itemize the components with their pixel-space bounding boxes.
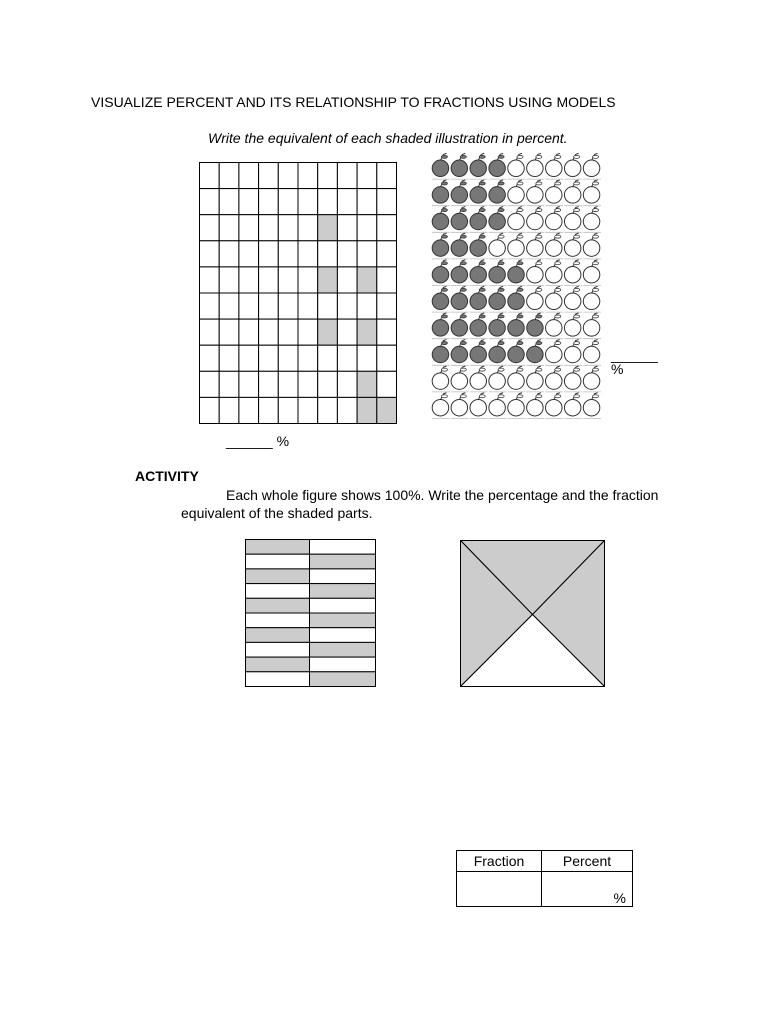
grid-cell [259,267,279,293]
apple-icon [526,340,544,366]
apple-icon [451,366,469,392]
grid-cell [318,189,338,215]
grid-cell [377,371,397,397]
header-fraction: Fraction [457,851,542,872]
grid-cell [318,293,338,319]
grid-cell [377,267,397,293]
grid-cell [377,189,397,215]
bar-cell-left [246,672,310,687]
grid-cell [259,189,279,215]
grid-cell [278,267,298,293]
apple-icon [526,366,544,392]
grid-cell [337,319,357,345]
grid-cell [219,397,239,423]
apple-icon [508,153,526,179]
apple-icon [508,340,526,366]
grid-cell [219,319,239,345]
bar-cell-left [246,613,310,628]
grid-cell [318,371,338,397]
grid-cell [318,397,338,423]
bar-cell-left [246,628,310,643]
grid-cell [337,293,357,319]
grid-cell [278,345,298,371]
grid-cell [259,371,279,397]
apple-icon [451,393,469,419]
grid-cell [318,345,338,371]
bar-cell-left [246,657,310,672]
apple-icon [564,366,582,392]
grid-cell [377,397,397,423]
apple-icon [545,153,563,179]
apple-icon [564,207,582,233]
apple-icon [545,340,563,366]
grid-cell [200,371,220,397]
apple-icon [508,313,526,339]
bar-cell-right [310,613,376,628]
grid-cell [200,163,220,189]
apple-icon [583,393,601,419]
grid-cell [357,241,377,267]
grid-cell [259,163,279,189]
apple-icon [470,340,488,366]
apple-icon [545,366,563,392]
grid-cell [377,241,397,267]
apple-icon [545,393,563,419]
instructions: Write the equivalent of each shaded illustration in percent. [208,130,568,146]
apple-icon [526,260,544,286]
activity-heading: ACTIVITY [135,468,199,484]
grid-cell [239,319,259,345]
grid-cell [239,163,259,189]
bar-cell-left [246,540,310,555]
apple-icon [508,233,526,259]
grid-cell [377,215,397,241]
grid-cell [219,345,239,371]
answer-blank-apples[interactable] [611,348,658,376]
apple-icon [564,286,582,312]
apple-icon [470,286,488,312]
apple-icon [564,260,582,286]
bar-cell-right [310,598,376,613]
apple-icon [489,233,507,259]
fraction-answer-cell[interactable] [457,872,542,907]
apple-icon [583,366,601,392]
grid-cell [239,371,259,397]
grid-cell [357,189,377,215]
grid-cell [239,267,259,293]
bar-cell-right [310,657,376,672]
grid-cell [298,345,318,371]
striped-bars-figure [245,539,376,687]
apple-icon [508,366,526,392]
apple-icon [526,286,544,312]
bar-cell-left [246,584,310,599]
apple-icon [508,180,526,206]
apple-icon [432,180,450,206]
grid-cell [337,163,357,189]
apple-icon [564,340,582,366]
grid-cell [377,345,397,371]
apple-icon [526,313,544,339]
apple-icon [583,233,601,259]
grid-cell [219,293,239,319]
apple-icon [545,313,563,339]
bar-cell-right [310,554,376,569]
grid-cell [377,163,397,189]
bar-cell-right [310,540,376,555]
grid-cell [318,215,338,241]
apple-icon [432,313,450,339]
grid-cell [200,345,220,371]
apple-icon [451,286,469,312]
apple-icon [545,260,563,286]
answer-line: ______ [611,347,658,363]
apple-icon [489,366,507,392]
grid-cell [357,163,377,189]
apple-icon [583,313,601,339]
apple-icon [564,153,582,179]
x-square-figure [460,540,605,687]
grid-cell [259,293,279,319]
grid-cell [337,189,357,215]
grid-cell [278,371,298,397]
apple-icon [564,313,582,339]
grid-cell [200,189,220,215]
apple-icon [470,313,488,339]
apple-icon [526,153,544,179]
apple-icon [583,207,601,233]
apple-icon [432,393,450,419]
apple-icon [564,233,582,259]
grid-cell [259,319,279,345]
apple-icon [583,286,601,312]
apple-icon [470,233,488,259]
grid-cell [337,215,357,241]
apple-icon [489,207,507,233]
apple-icon [489,286,507,312]
apple-icon [451,153,469,179]
apple-icon [470,393,488,419]
bar-cell-left [246,642,310,657]
apple-icon [432,340,450,366]
apple-icon [508,260,526,286]
apple-icon [489,260,507,286]
grid-cell [278,319,298,345]
apple-icon [432,260,450,286]
grid-cell [219,163,239,189]
grid-cell [200,293,220,319]
apple-icon [489,180,507,206]
apple-array-figure [431,153,601,419]
apple-icon [583,260,601,286]
apple-icon [564,180,582,206]
grid-cell [318,163,338,189]
grid-cell [200,397,220,423]
grid-cell [337,267,357,293]
grid-cell [200,241,220,267]
apple-icon [432,153,450,179]
grid-cell [318,319,338,345]
grid-cell [377,293,397,319]
apple-icon [432,286,450,312]
grid-cell [200,267,220,293]
grid-cell [298,163,318,189]
apple-icon [526,393,544,419]
apple-icon [526,233,544,259]
grid-cell [318,241,338,267]
grid-cell [337,397,357,423]
grid-cell [278,293,298,319]
percent-answer-cell[interactable]: % [542,872,633,907]
apple-icon [489,153,507,179]
apple-icon [432,366,450,392]
grid-cell [239,293,259,319]
apple-icon [489,393,507,419]
apple-icon [508,393,526,419]
bar-cell-left [246,598,310,613]
grid-cell [219,189,239,215]
apple-icon [564,393,582,419]
apple-icon [545,207,563,233]
bar-cell-right [310,569,376,584]
grid-cell [298,241,318,267]
grid-cell [259,215,279,241]
grid-cell [318,267,338,293]
bar-cell-right [310,672,376,687]
bar-cell-left [246,569,310,584]
apple-icon [545,180,563,206]
grid-cell [357,345,377,371]
apple-icon [526,207,544,233]
grid-cell [337,371,357,397]
grid-cell [239,345,259,371]
grid-cell [298,215,318,241]
grid-cell [357,293,377,319]
apple-icon [489,340,507,366]
apple-icon [451,180,469,206]
grid-cell [278,241,298,267]
answer-blank-grid[interactable]: ______ % [226,433,290,449]
grid-cell [298,319,318,345]
header-percent: Percent [542,851,633,872]
apple-icon [508,286,526,312]
grid-cell [357,267,377,293]
grid-cell [200,215,220,241]
apple-icon [470,207,488,233]
grid-cell [298,267,318,293]
apple-icon [526,180,544,206]
apple-icon [451,313,469,339]
apple-icon [451,260,469,286]
grid-cell [298,397,318,423]
grid-cell [278,397,298,423]
grid-cell [219,371,239,397]
grid-cell [278,189,298,215]
grid-cell [219,241,239,267]
hundred-grid-figure [199,162,397,424]
apple-icon [470,180,488,206]
grid-cell [278,163,298,189]
grid-cell [239,397,259,423]
apple-icon [583,180,601,206]
bar-cell-right [310,628,376,643]
grid-cell [239,189,259,215]
apple-icon [451,340,469,366]
grid-cell [219,267,239,293]
apple-icon [432,233,450,259]
bar-cell-left [246,554,310,569]
bar-cell-right [310,584,376,599]
grid-cell [298,293,318,319]
apple-icon [545,233,563,259]
grid-cell [239,241,259,267]
grid-cell [357,215,377,241]
grid-cell [259,345,279,371]
apple-icon [489,313,507,339]
apple-icon [508,207,526,233]
grid-cell [200,319,220,345]
apple-icon [451,207,469,233]
grid-cell [357,319,377,345]
grid-cell [278,215,298,241]
apple-icon [451,233,469,259]
grid-cell [298,371,318,397]
page-title: VISUALIZE PERCENT AND ITS RELATIONSHIP TO FRACTIONS USING MODELS [91,94,616,110]
apple-icon [432,207,450,233]
grid-cell [337,345,357,371]
percent-sign: % [611,361,624,377]
apple-icon [470,153,488,179]
grid-cell [357,397,377,423]
answer-table [456,850,633,907]
grid-cell [219,215,239,241]
grid-cell [259,241,279,267]
grid-cell [337,241,357,267]
apple-icon [470,260,488,286]
bar-cell-right [310,642,376,657]
grid-cell [259,397,279,423]
grid-cell [239,215,259,241]
grid-cell [357,371,377,397]
grid-cell [377,319,397,345]
grid-cell [298,189,318,215]
apple-icon [545,286,563,312]
apple-icon [583,153,601,179]
activity-instructions: Each whole figure shows 100%. Write the percentage and the fraction equivalent of the shaded parts. [181,487,659,521]
apple-icon [470,366,488,392]
apple-icon [583,340,601,366]
